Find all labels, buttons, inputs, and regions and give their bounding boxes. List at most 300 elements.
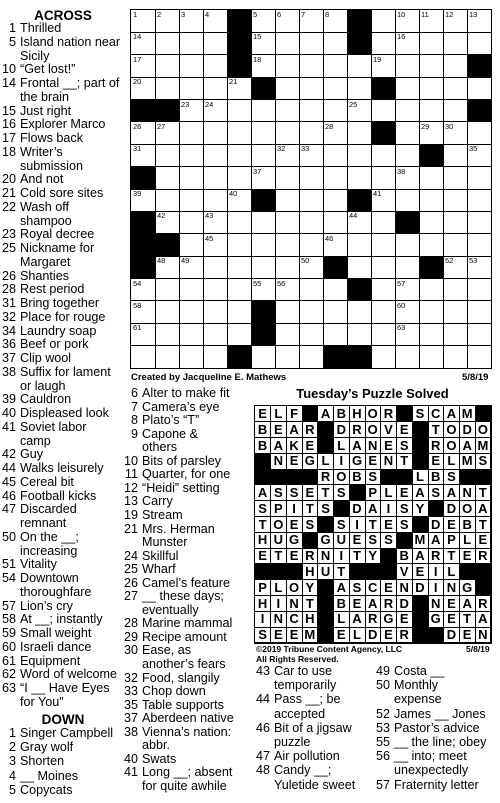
- solution-block: [302, 469, 318, 485]
- grid-cell[interactable]: [275, 77, 300, 100]
- grid-cell[interactable]: [371, 256, 396, 279]
- grid-cell[interactable]: [299, 256, 324, 279]
- grid-cell[interactable]: [467, 256, 492, 279]
- grid-cell[interactable]: [155, 189, 180, 212]
- grid-cell[interactable]: [131, 55, 156, 78]
- grid-cell[interactable]: [443, 256, 468, 279]
- grid-cell[interactable]: [395, 189, 420, 212]
- grid-cell[interactable]: [299, 32, 324, 55]
- solution-letter: S: [258, 627, 267, 643]
- grid-cell[interactable]: [299, 189, 324, 212]
- grid-cell[interactable]: [179, 144, 204, 167]
- grid-cell[interactable]: [395, 122, 420, 145]
- grid-cell[interactable]: [467, 10, 492, 33]
- grid-cell[interactable]: [227, 234, 252, 257]
- grid-cell[interactable]: [203, 346, 228, 369]
- grid-cell[interactable]: [275, 323, 300, 346]
- grid-cell[interactable]: [299, 167, 324, 190]
- solution-cell: [381, 422, 397, 438]
- clue-number: 53: [375, 720, 390, 735]
- grid-cell[interactable]: [299, 346, 324, 369]
- grid-cell[interactable]: [251, 10, 276, 33]
- grid-cell[interactable]: [299, 279, 324, 302]
- grid-cell[interactable]: [419, 122, 444, 145]
- grid-cell[interactable]: [323, 279, 348, 302]
- solution-letter: E: [415, 564, 425, 579]
- grid-cell[interactable]: [323, 77, 348, 100]
- solution-cell: [397, 548, 413, 564]
- grid-cell[interactable]: [227, 279, 252, 302]
- clue-item: [0, 754, 64, 768]
- solution-letter: T: [400, 453, 409, 469]
- clue-number: 33: [123, 684, 138, 699]
- cell-number: 43: [205, 211, 214, 221]
- clue-item: [374, 707, 486, 721]
- clue-number: 55: [375, 735, 390, 749]
- grid-cell[interactable]: [443, 211, 468, 234]
- solution-cell: [475, 611, 491, 627]
- solution-letter: S: [273, 485, 283, 500]
- grid-cell[interactable]: [371, 234, 396, 257]
- clue-item: [0, 36, 120, 50]
- grid-cell[interactable]: [251, 256, 276, 279]
- grid-cell[interactable]: [179, 55, 204, 78]
- clue-number: 30: [123, 643, 138, 658]
- grid-cell[interactable]: [323, 144, 348, 167]
- grid-cell[interactable]: [443, 32, 468, 55]
- grid-cell[interactable]: [203, 256, 228, 279]
- grid-cell[interactable]: [395, 77, 420, 100]
- grid-cell[interactable]: [323, 32, 348, 55]
- grid-cell[interactable]: [251, 279, 276, 302]
- grid-cell[interactable]: [251, 32, 276, 55]
- grid-cell[interactable]: [275, 55, 300, 78]
- grid-cell[interactable]: [275, 346, 300, 369]
- grid-cell[interactable]: [371, 10, 396, 33]
- grid-cell[interactable]: [155, 301, 180, 324]
- grid-cell[interactable]: [371, 346, 396, 369]
- grid-cell[interactable]: [179, 346, 204, 369]
- grid-cell[interactable]: [203, 100, 228, 123]
- solution-cell: [428, 548, 444, 564]
- grid-cell[interactable]: [179, 189, 204, 212]
- clue-text: Yuletide sweet: [274, 777, 356, 792]
- cell-number: 37: [253, 166, 262, 176]
- clue-item: [0, 187, 103, 201]
- grid-cell[interactable]: [347, 211, 372, 234]
- grid-cell[interactable]: [203, 189, 228, 212]
- clue-text: accepted: [274, 706, 326, 721]
- grid-cell[interactable]: [467, 32, 492, 55]
- grid-cell[interactable]: [347, 301, 372, 324]
- grid-cell[interactable]: [419, 100, 444, 123]
- grid-cell[interactable]: [179, 256, 204, 279]
- grid-cell[interactable]: [347, 323, 372, 346]
- solution-cell: [255, 627, 271, 643]
- grid-cell[interactable]: [323, 167, 348, 190]
- grid-cell[interactable]: [251, 100, 276, 123]
- grid-cell[interactable]: [443, 100, 468, 123]
- clue-number: 57: [1, 598, 16, 613]
- grid-cell[interactable]: [131, 77, 156, 100]
- grid-cell[interactable]: [443, 10, 468, 33]
- grid-cell[interactable]: [251, 211, 276, 234]
- grid-cell[interactable]: [395, 32, 420, 55]
- solution-letter: S: [321, 500, 330, 516]
- solution-cell: [255, 438, 271, 454]
- grid-cell[interactable]: [251, 144, 276, 167]
- grid-cell[interactable]: [371, 301, 396, 324]
- grid-cell[interactable]: [371, 189, 396, 212]
- grid-cell[interactable]: [443, 189, 468, 212]
- grid-cell[interactable]: [251, 122, 276, 145]
- grid-cell[interactable]: [467, 144, 492, 167]
- grid-cell[interactable]: [371, 279, 396, 302]
- grid-block: [155, 234, 180, 257]
- grid-cell[interactable]: [275, 122, 300, 145]
- clue-item: [0, 586, 91, 600]
- grid-cell[interactable]: [155, 279, 180, 302]
- clue-number: 47: [255, 749, 270, 764]
- grid-cell[interactable]: [443, 122, 468, 145]
- grid-cell[interactable]: [131, 301, 156, 324]
- grid-cell[interactable]: [203, 211, 228, 234]
- grid-cell[interactable]: [419, 77, 444, 100]
- grid-cell[interactable]: [179, 167, 204, 190]
- grid-cell[interactable]: [467, 234, 492, 257]
- grid-cell[interactable]: [467, 167, 492, 190]
- grid-cell[interactable]: [155, 122, 180, 145]
- solution-letter: R: [399, 627, 409, 643]
- grid-cell[interactable]: [179, 323, 204, 346]
- grid-cell[interactable]: [395, 144, 420, 167]
- grid-cell[interactable]: [323, 323, 348, 346]
- grid-cell[interactable]: [395, 234, 420, 257]
- cell-number: 13: [469, 10, 478, 19]
- grid-cell[interactable]: [371, 32, 396, 55]
- grid-cell[interactable]: [299, 144, 324, 167]
- grid-cell[interactable]: [251, 167, 276, 190]
- grid-cell[interactable]: [323, 211, 348, 234]
- grid-cell[interactable]: [155, 32, 180, 55]
- grid-cell[interactable]: [299, 323, 324, 346]
- grid-cell[interactable]: [323, 10, 348, 33]
- solution-letter: G: [430, 611, 441, 627]
- clue-number: 14: [1, 76, 16, 90]
- grid-cell[interactable]: [275, 301, 300, 324]
- grid-cell[interactable]: [155, 77, 180, 100]
- clue-text: Car to use: [274, 664, 333, 678]
- puzzle-date: 5/8/19: [462, 372, 489, 383]
- clue-text: Pass __; be: [274, 692, 341, 707]
- grid-cell[interactable]: [227, 77, 252, 100]
- solution-letter: U: [273, 532, 284, 548]
- clue-text: James __ Jones: [394, 706, 486, 721]
- grid-cell[interactable]: [323, 100, 348, 123]
- grid-cell[interactable]: [203, 77, 228, 100]
- solution-cell: [397, 485, 413, 501]
- solution-letter: E: [447, 611, 456, 627]
- grid-cell[interactable]: [371, 100, 396, 123]
- grid-cell[interactable]: [467, 346, 492, 369]
- grid-cell[interactable]: [395, 167, 420, 190]
- clue-item: [122, 644, 191, 658]
- grid-cell[interactable]: [419, 10, 444, 33]
- clue-text: Discarded: [20, 502, 77, 517]
- grid-cell[interactable]: [203, 144, 228, 167]
- grid-cell[interactable]: [155, 55, 180, 78]
- grid-cell[interactable]: [395, 323, 420, 346]
- grid-cell[interactable]: [203, 323, 228, 346]
- solution-cell: [271, 438, 287, 454]
- grid-cell[interactable]: [275, 256, 300, 279]
- grid-cell[interactable]: [203, 55, 228, 78]
- grid-cell[interactable]: [419, 234, 444, 257]
- grid-cell[interactable]: [131, 323, 156, 346]
- grid-cell[interactable]: [275, 100, 300, 123]
- grid-cell[interactable]: [323, 189, 348, 212]
- grid-block: [347, 189, 372, 212]
- grid-cell[interactable]: [419, 301, 444, 324]
- grid-cell[interactable]: [275, 279, 300, 302]
- grid-cell[interactable]: [299, 122, 324, 145]
- grid-cell[interactable]: [251, 55, 276, 78]
- grid-cell[interactable]: [443, 323, 468, 346]
- grid-cell[interactable]: [419, 55, 444, 78]
- grid-block: [347, 32, 372, 55]
- grid-cell[interactable]: [347, 144, 372, 167]
- grid-cell[interactable]: [371, 323, 396, 346]
- solution-cell: [255, 611, 271, 627]
- grid-cell[interactable]: [419, 211, 444, 234]
- solution-cell: [444, 501, 460, 517]
- grid-cell[interactable]: [467, 211, 492, 234]
- grid-cell[interactable]: [419, 32, 444, 55]
- grid-cell[interactable]: [227, 301, 252, 324]
- grid-cell[interactable]: [467, 122, 492, 145]
- grid-cell[interactable]: [275, 144, 300, 167]
- grid-cell[interactable]: [155, 211, 180, 234]
- grid-cell[interactable]: [371, 144, 396, 167]
- clue-number: 38: [123, 724, 138, 739]
- solution-letter: V: [384, 421, 393, 437]
- solution-letter: O: [446, 437, 457, 453]
- grid-cell[interactable]: [131, 189, 156, 212]
- grid-cell[interactable]: [443, 77, 468, 100]
- grid-cell[interactable]: [371, 167, 396, 190]
- grid-cell[interactable]: [155, 10, 180, 33]
- grid-cell[interactable]: [323, 234, 348, 257]
- clue-number: 37: [1, 351, 16, 365]
- grid-cell[interactable]: [131, 346, 156, 369]
- grid-cell[interactable]: [227, 144, 252, 167]
- grid-cell[interactable]: [155, 346, 180, 369]
- grid-cell[interactable]: [227, 167, 252, 190]
- grid-cell[interactable]: [251, 234, 276, 257]
- solution-letter: O: [289, 579, 300, 595]
- grid-cell[interactable]: [371, 211, 396, 234]
- grid-cell[interactable]: [155, 256, 180, 279]
- clue-number: 1: [8, 726, 16, 740]
- grid-cell[interactable]: [419, 346, 444, 369]
- grid-cell[interactable]: [131, 144, 156, 167]
- grid-cell[interactable]: [251, 346, 276, 369]
- clue-item: [0, 572, 79, 586]
- solution-letter: D: [462, 421, 472, 437]
- clue-text: Laundry soap: [20, 323, 97, 338]
- grid-cell[interactable]: [131, 10, 156, 33]
- grid-cell[interactable]: [395, 346, 420, 369]
- grid-cell[interactable]: [155, 144, 180, 167]
- grid-cell[interactable]: [203, 234, 228, 257]
- clue-item: [254, 678, 336, 692]
- solution-cell: [428, 469, 444, 485]
- grid-cell[interactable]: [395, 279, 420, 302]
- grid-cell[interactable]: [443, 346, 468, 369]
- grid-cell[interactable]: [467, 77, 492, 100]
- crossword-grid[interactable]: [130, 9, 492, 369]
- grid-cell[interactable]: [179, 301, 204, 324]
- solution-cell: [271, 406, 287, 422]
- grid-cell[interactable]: [395, 301, 420, 324]
- grid-cell[interactable]: [275, 167, 300, 190]
- grid-cell[interactable]: [227, 100, 252, 123]
- grid-cell[interactable]: [155, 323, 180, 346]
- clue-number: 50: [375, 678, 390, 693]
- grid-cell[interactable]: [299, 55, 324, 78]
- clue-number: 1: [8, 21, 16, 35]
- grid-cell[interactable]: [443, 55, 468, 78]
- grid-cell[interactable]: [347, 122, 372, 145]
- grid-cell[interactable]: [299, 77, 324, 100]
- solution-cell: [271, 580, 287, 596]
- solution-block: [475, 580, 491, 596]
- grid-cell[interactable]: [131, 122, 156, 145]
- solution-letter: U: [336, 532, 346, 548]
- grid-cell[interactable]: [227, 256, 252, 279]
- grid-cell[interactable]: [203, 32, 228, 55]
- clue-number: 18: [1, 144, 16, 159]
- clue-text: Quarter, for one: [142, 467, 231, 482]
- grid-cell[interactable]: [131, 32, 156, 55]
- grid-cell[interactable]: [371, 55, 396, 78]
- clue-item: [374, 763, 468, 777]
- grid-cell[interactable]: [275, 189, 300, 212]
- grid-cell[interactable]: [179, 279, 204, 302]
- grid-cell[interactable]: [299, 211, 324, 234]
- grid-cell[interactable]: [323, 55, 348, 78]
- grid-cell[interactable]: [227, 211, 252, 234]
- solution-cell: [428, 564, 444, 580]
- grid-cell[interactable]: [179, 32, 204, 55]
- grid-cell[interactable]: [299, 301, 324, 324]
- grid-cell[interactable]: [203, 279, 228, 302]
- grid-cell[interactable]: [467, 189, 492, 212]
- grid-cell[interactable]: [299, 100, 324, 123]
- grid-cell[interactable]: [203, 10, 228, 33]
- grid-cell[interactable]: [395, 100, 420, 123]
- grid-cell[interactable]: [227, 122, 252, 145]
- clue-number: 40: [123, 751, 138, 766]
- grid-cell[interactable]: [395, 10, 420, 33]
- solution-cell: [428, 438, 444, 454]
- solution-letter: R: [383, 406, 394, 421]
- grid-cell[interactable]: [179, 234, 204, 257]
- grid-cell[interactable]: [443, 234, 468, 257]
- clue-number: 19: [123, 507, 138, 522]
- grid-cell[interactable]: [227, 189, 252, 212]
- grid-cell[interactable]: [347, 234, 372, 257]
- clue-number: 39: [1, 392, 16, 407]
- puzzle-credit: Created by Jacqueline E. Mathews: [131, 372, 287, 383]
- grid-cell[interactable]: [275, 32, 300, 55]
- grid-cell[interactable]: [323, 301, 348, 324]
- grid-cell[interactable]: [419, 167, 444, 190]
- grid-cell[interactable]: [347, 55, 372, 78]
- grid-cell[interactable]: [179, 211, 204, 234]
- grid-cell[interactable]: [179, 100, 204, 123]
- clue-item: [0, 448, 43, 462]
- grid-cell[interactable]: [443, 301, 468, 324]
- grid-cell[interactable]: [179, 10, 204, 33]
- grid-cell[interactable]: [131, 279, 156, 302]
- clue-text: abbr.: [142, 738, 171, 753]
- clue-item: [122, 753, 176, 767]
- grid-cell[interactable]: [275, 211, 300, 234]
- cell-number: 60: [397, 300, 406, 310]
- grid-cell[interactable]: [419, 279, 444, 302]
- grid-cell[interactable]: [443, 279, 468, 302]
- solution-letter: S: [431, 485, 440, 500]
- grid-cell[interactable]: [467, 323, 492, 346]
- grid-cell[interactable]: [347, 256, 372, 279]
- grid-cell[interactable]: [155, 167, 180, 190]
- clue-number: 11: [124, 467, 138, 482]
- grid-cell[interactable]: [467, 301, 492, 324]
- solution-letter: R: [478, 595, 488, 611]
- grid-cell[interactable]: [419, 189, 444, 212]
- clue-number: 61: [1, 653, 16, 668]
- grid-cell[interactable]: [299, 10, 324, 33]
- grid-cell[interactable]: [179, 122, 204, 145]
- grid-cell[interactable]: [203, 167, 228, 190]
- grid-cell[interactable]: [347, 100, 372, 123]
- grid-cell[interactable]: [395, 256, 420, 279]
- grid-cell[interactable]: [395, 55, 420, 78]
- grid-cell[interactable]: [299, 234, 324, 257]
- grid-cell[interactable]: [203, 301, 228, 324]
- cell-number: 39: [133, 189, 142, 198]
- grid-cell[interactable]: [275, 234, 300, 257]
- clue-text: Small weight: [20, 626, 92, 640]
- clue-item: [122, 563, 176, 577]
- grid-cell[interactable]: [347, 167, 372, 190]
- grid-cell[interactable]: [275, 10, 300, 33]
- clue-item: [0, 77, 119, 91]
- grid-cell[interactable]: [203, 122, 228, 145]
- grid-cell[interactable]: [419, 323, 444, 346]
- clue-text: Monthly: [394, 678, 439, 693]
- grid-cell[interactable]: [323, 122, 348, 145]
- grid-cell[interactable]: [179, 77, 204, 100]
- grid-cell[interactable]: [443, 167, 468, 190]
- grid-cell[interactable]: [467, 279, 492, 302]
- clue-number: 44: [1, 461, 16, 475]
- clue-item: [122, 739, 170, 753]
- grid-cell[interactable]: [443, 144, 468, 167]
- grid-cell[interactable]: [227, 323, 252, 346]
- grid-cell[interactable]: [347, 77, 372, 100]
